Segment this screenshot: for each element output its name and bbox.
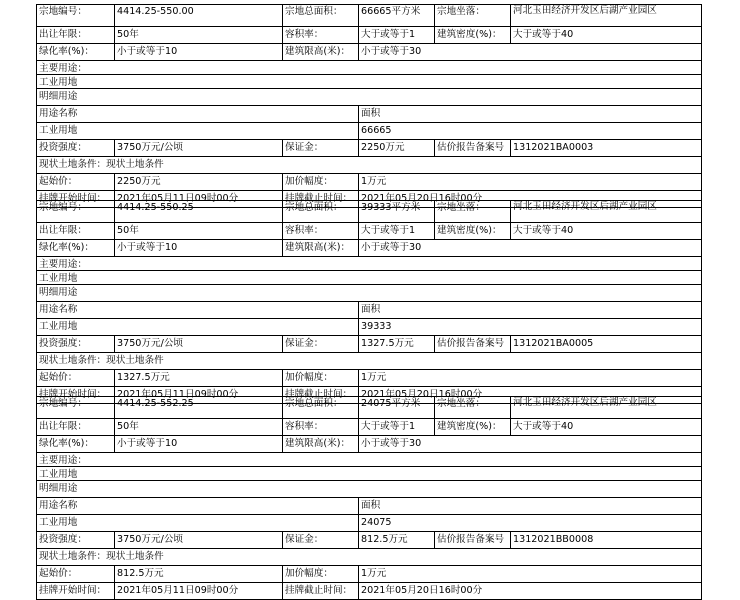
label-detail-use: 明细用途 [36, 285, 702, 301]
table-row [36, 396, 702, 419]
table-row [36, 271, 702, 285]
parcel-no-value: 4414.25-550.25 [114, 200, 282, 222]
table-row [36, 370, 702, 387]
label-parcel-no: 宗地编号： [36, 4, 114, 26]
main-use-value: 工业用地 [36, 271, 702, 284]
term-value: 50年 [114, 27, 282, 43]
increment-value: 1万元 [358, 370, 702, 386]
table-row [36, 515, 702, 532]
use-area-value: 24075 [358, 515, 702, 531]
main-use-value: 工业用地 [36, 467, 702, 480]
start-price-value: 1327.5万元 [114, 370, 282, 386]
label-plot-ratio: 容积率： [282, 27, 358, 43]
table-row [36, 223, 702, 240]
label-density: 建筑密度(%)： [434, 419, 510, 435]
report-no-value: 1312021BA0005 [510, 336, 702, 352]
label-green-rate: 绿化率(%)： [36, 44, 114, 60]
listing-start-value: 2021年05月11日09时00分 [114, 583, 282, 599]
land-condition: 现状土地条件：现状土地条件 [36, 353, 702, 369]
table-row [36, 89, 702, 106]
table-row [36, 27, 702, 44]
use-area-value: 66665 [358, 123, 702, 139]
land-condition: 现状土地条件：现状土地条件 [36, 157, 702, 173]
green-rate-value: 小于或等于10 [114, 436, 282, 452]
plot-ratio-value: 大于或等于1 [358, 27, 434, 43]
listing-end-value: 2021年05月20日16时00分 [358, 387, 702, 403]
table-row [36, 257, 702, 271]
listing-end-value: 2021年05月20日16时00分 [358, 583, 702, 599]
use-name-value: 工业用地 [36, 123, 358, 139]
listing-start-value: 2021年05月11日09时00分 [114, 387, 282, 403]
label-main-use: 主要用途： [36, 61, 702, 74]
label-detail-use: 明细用途 [36, 89, 702, 105]
table-row [36, 419, 702, 436]
label-use-name: 用途名称 [36, 302, 358, 318]
label-deposit: 保证金： [282, 140, 358, 156]
label-increment: 加价幅度： [282, 566, 358, 582]
label-main-use: 主要用途： [36, 257, 702, 270]
label-listing-end: 挂牌截止时间： [282, 191, 358, 207]
label-plot-ratio: 容积率： [282, 223, 358, 239]
table-row [36, 481, 702, 498]
table-row [36, 436, 702, 453]
start-price-value: 2250万元 [114, 174, 282, 190]
label-parcel-no: 宗地编号： [36, 200, 114, 222]
location-value: 河北玉田经济开发区后湖产业园区 [510, 396, 702, 418]
start-price-value: 812.5万元 [114, 566, 282, 582]
label-area: 面积 [358, 106, 702, 122]
listing-end-value: 2021年05月20日16时00分 [358, 191, 702, 207]
label-density: 建筑密度(%)： [434, 223, 510, 239]
label-listing-end: 挂牌截止时间： [282, 387, 358, 403]
label-increment: 加价幅度： [282, 174, 358, 190]
invest-value: 3750万元/公顷 [114, 140, 282, 156]
label-invest: 投资强度： [36, 140, 114, 156]
label-plot-ratio: 容积率： [282, 419, 358, 435]
height-limit-value: 小于或等于30 [358, 240, 702, 256]
table-row [36, 75, 702, 89]
label-detail-use: 明细用途 [36, 481, 702, 497]
listing-start-value: 2021年05月11日09时00分 [114, 191, 282, 207]
use-name-value: 工业用地 [36, 515, 358, 531]
label-report-no: 估价报告备案号 [434, 336, 510, 352]
label-deposit: 保证金： [282, 532, 358, 548]
table-row [36, 583, 702, 600]
table-row [36, 302, 702, 319]
label-report-no: 估价报告备案号 [434, 140, 510, 156]
report-no-value: 1312021BB0008 [510, 532, 702, 548]
table-row [36, 123, 702, 140]
location-value: 河北玉田经济开发区后湖产业园区 [510, 200, 702, 222]
table-row [36, 532, 702, 549]
parcel-no-value: 4414.25-550.00 [114, 4, 282, 26]
plot-ratio-value: 大于或等于1 [358, 419, 434, 435]
table-row [36, 4, 702, 27]
table-row [36, 174, 702, 191]
table-row [36, 566, 702, 583]
invest-value: 3750万元/公顷 [114, 532, 282, 548]
table-row [36, 285, 702, 302]
report-no-value: 1312021BA0003 [510, 140, 702, 156]
label-term: 出让年限： [36, 27, 114, 43]
label-increment: 加价幅度： [282, 370, 358, 386]
label-deposit: 保证金： [282, 336, 358, 352]
plot-ratio-value: 大于或等于1 [358, 223, 434, 239]
label-invest: 投资强度： [36, 336, 114, 352]
label-invest: 投资强度： [36, 532, 114, 548]
table-row [36, 319, 702, 336]
label-listing-start: 挂牌开始时间： [36, 583, 114, 599]
term-value: 50年 [114, 419, 282, 435]
total-area-value: 24075平方米 [358, 396, 434, 418]
table-row [36, 200, 702, 223]
label-report-no: 估价报告备案号 [434, 532, 510, 548]
table-row [36, 61, 702, 75]
label-listing-start: 挂牌开始时间： [36, 387, 114, 403]
density-value: 大于或等于40 [510, 223, 702, 239]
height-limit-value: 小于或等于30 [358, 436, 702, 452]
table-row [36, 140, 702, 157]
label-listing-start: 挂牌开始时间： [36, 191, 114, 207]
term-value: 50年 [114, 223, 282, 239]
label-green-rate: 绿化率(%)： [36, 436, 114, 452]
label-total-area: 宗地总面积： [282, 4, 358, 26]
label-location: 宗地坐落： [434, 4, 510, 26]
increment-value: 1万元 [358, 174, 702, 190]
green-rate-value: 小于或等于10 [114, 44, 282, 60]
label-listing-end: 挂牌截止时间： [282, 583, 358, 599]
table-row [36, 498, 702, 515]
total-area-value: 39333平方米 [358, 200, 434, 222]
deposit-value: 812.5万元 [358, 532, 434, 548]
label-start-price: 起始价： [36, 566, 114, 582]
label-location: 宗地坐落： [434, 396, 510, 418]
table-row [36, 549, 702, 566]
green-rate-value: 小于或等于10 [114, 240, 282, 256]
density-value: 大于或等于40 [510, 27, 702, 43]
table-row [36, 106, 702, 123]
label-start-price: 起始价： [36, 370, 114, 386]
label-height-limit: 建筑限高(米)： [282, 436, 358, 452]
table-row [36, 157, 702, 174]
label-density: 建筑密度(%)： [434, 27, 510, 43]
height-limit-value: 小于或等于30 [358, 44, 702, 60]
deposit-value: 1327.5万元 [358, 336, 434, 352]
label-green-rate: 绿化率(%)： [36, 240, 114, 256]
label-term: 出让年限： [36, 419, 114, 435]
table-row [36, 44, 702, 61]
label-use-name: 用途名称 [36, 498, 358, 514]
deposit-value: 2250万元 [358, 140, 434, 156]
label-area: 面积 [358, 302, 702, 318]
main-use-value: 工业用地 [36, 75, 702, 88]
label-area: 面积 [358, 498, 702, 514]
label-term: 出让年限： [36, 223, 114, 239]
label-total-area: 宗地总面积： [282, 200, 358, 222]
use-area-value: 39333 [358, 319, 702, 335]
table-row [36, 453, 702, 467]
land-condition: 现状土地条件：现状土地条件 [36, 549, 702, 565]
label-location: 宗地坐落： [434, 200, 510, 222]
total-area-value: 66665平方米 [358, 4, 434, 26]
label-height-limit: 建筑限高(米)： [282, 44, 358, 60]
invest-value: 3750万元/公顷 [114, 336, 282, 352]
label-main-use: 主要用途： [36, 453, 702, 466]
increment-value: 1万元 [358, 566, 702, 582]
label-total-area: 宗地总面积： [282, 396, 358, 418]
label-start-price: 起始价： [36, 174, 114, 190]
parcel-no-value: 4414.25-552.25 [114, 396, 282, 418]
table-row [36, 467, 702, 481]
density-value: 大于或等于40 [510, 419, 702, 435]
location-value: 河北玉田经济开发区后湖产业园区 [510, 4, 702, 26]
table-row [36, 353, 702, 370]
label-parcel-no: 宗地编号： [36, 396, 114, 418]
table-row [36, 336, 702, 353]
table-row [36, 240, 702, 257]
label-use-name: 用途名称 [36, 106, 358, 122]
use-name-value: 工业用地 [36, 319, 358, 335]
label-height-limit: 建筑限高(米)： [282, 240, 358, 256]
